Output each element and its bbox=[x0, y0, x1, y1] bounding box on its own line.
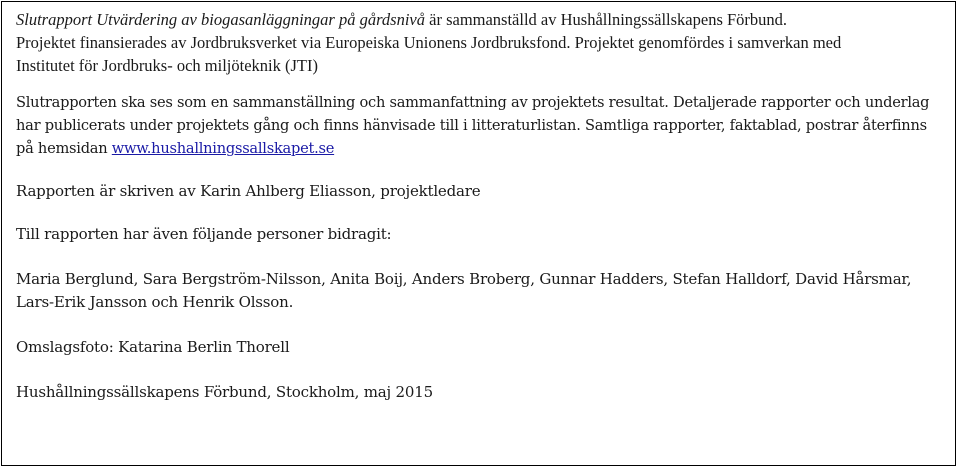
contributors-list: Maria Berglund, Sara Bergström-Nilsson, Anita Boij, Anders Broberg, Gunnar Hadders, Stefan Halldorf, David Hårsmar, Lars-Erik Jansson och Henrik Olsson. bbox=[16, 270, 912, 311]
intro-paragraph bbox=[16, 8, 946, 77]
contributors-intro: Till rapporten har även följande personer bidragit: bbox=[16, 225, 392, 243]
summary-text: Slutrapporten ska ses som en sammanställning och sammanfattning av projektets resultat. Detaljerade rapporter och underlag har publicerats under projektets gång och finns hänvisade till i litteraturlistan. Samtliga rapporter, faktablad, postrar återfinns på hemsidan bbox=[16, 94, 930, 157]
author-line: Rapporten är skriven av Karin Ahlberg Eliasson, projektledare bbox=[16, 182, 481, 200]
intro-line-3: Institutet för Jordbruks- och miljöteknik (JTI) bbox=[16, 56, 318, 75]
intro-line-1-rest: är sammanställd av Hushållningssällskapens Förbund. bbox=[425, 10, 788, 29]
cover-photo-credit: Omslagsfoto: Katarina Berlin Thorell bbox=[16, 338, 290, 356]
document-frame bbox=[1, 1, 956, 466]
publisher-line: Hushållningssällskapens Förbund, Stockholm, maj 2015 bbox=[16, 383, 433, 401]
intro-line-1 bbox=[16, 8, 946, 31]
intro-line-2: Projektet finansierades av Jordbruksverket via Europeiska Unionens Jordbruksfond. Projektet genomfördes i samverkan med bbox=[16, 33, 842, 52]
document-content bbox=[16, 8, 946, 404]
website-link[interactable]: www.hushallningssallskapet.se bbox=[111, 140, 335, 157]
report-title: Slutrapport Utvärdering av biogasanläggningar på gårdsnivå bbox=[16, 10, 425, 29]
summary-paragraph bbox=[16, 91, 946, 160]
